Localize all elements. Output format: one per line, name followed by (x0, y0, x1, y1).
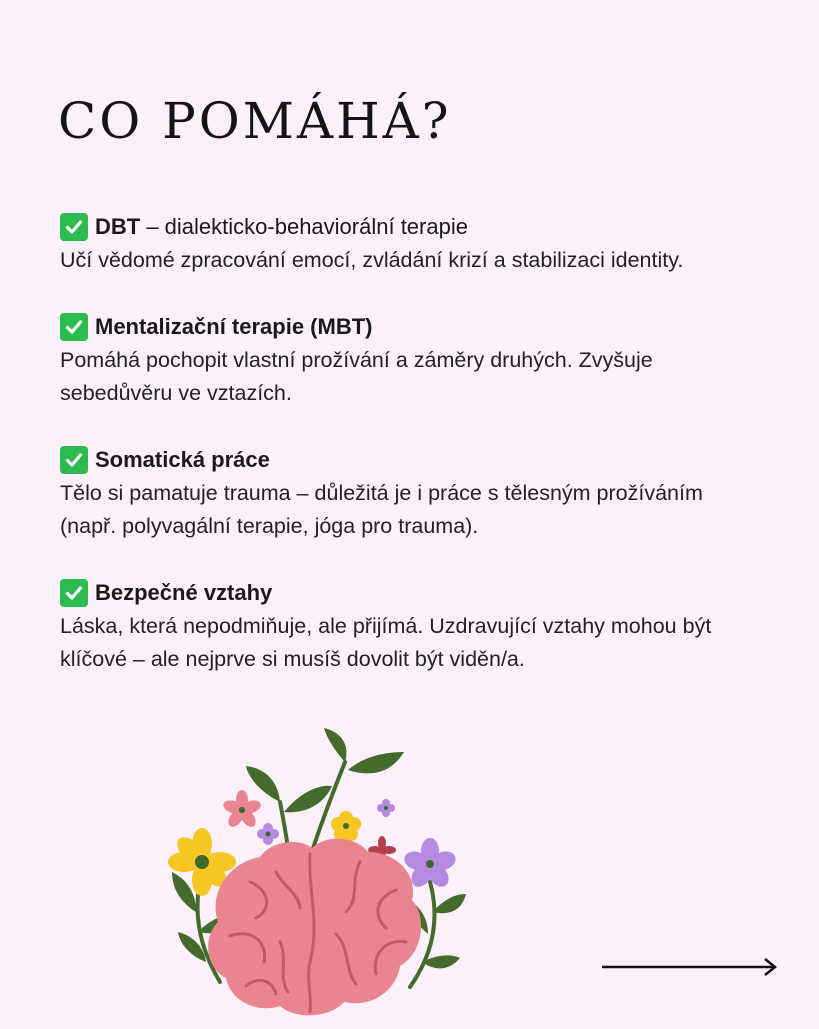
section-heading (60, 210, 760, 244)
section-body: Láska, která nepodmiňuje, ale přijímá. Uzdravující vztahy mohou být klíčové – ale nejprve si musíš dovolit být viděn/a. (60, 613, 712, 671)
check-mark-button-icon (60, 313, 88, 341)
page-title: CO POMÁHÁ? (58, 92, 452, 150)
brain-with-flowers-icon (160, 722, 480, 1024)
section-heading-rest: – dialekticko-behaviorální terapie (140, 214, 468, 239)
arrow-right-icon[interactable] (600, 954, 782, 980)
section-body: Učí vědomé zpracování emocí, zvládání krizí a stabilizaci identity. (60, 248, 684, 272)
section-heading (60, 443, 760, 477)
section-heading-bold: DBT (95, 214, 141, 239)
section-heading-bold: Bezpečné vztahy (95, 579, 273, 605)
section-heading (60, 576, 760, 610)
check-mark-button-icon (60, 579, 88, 607)
section-safe-relationships (60, 576, 760, 677)
section-heading-bold: Mentalizační terapie (MBT) (95, 313, 373, 339)
section-body: Tělo si pamatuje trauma – důležitá je i práce s tělesným prožíváním (např. polyvagální terapie, jóga pro trauma). (60, 480, 703, 538)
section-heading-bold: Somatická práce (95, 446, 270, 472)
therapy-list (60, 210, 760, 709)
section-somatic (60, 443, 760, 544)
section-mbt (60, 310, 760, 411)
section-dbt (60, 210, 760, 278)
check-mark-button-icon (60, 446, 88, 474)
section-body: Pomáhá pochopit vlastní prožívání a záměry druhých. Zvyšuje sebedůvěru ve vztazích. (60, 347, 653, 405)
check-mark-button-icon (60, 213, 88, 241)
section-heading (60, 310, 760, 344)
